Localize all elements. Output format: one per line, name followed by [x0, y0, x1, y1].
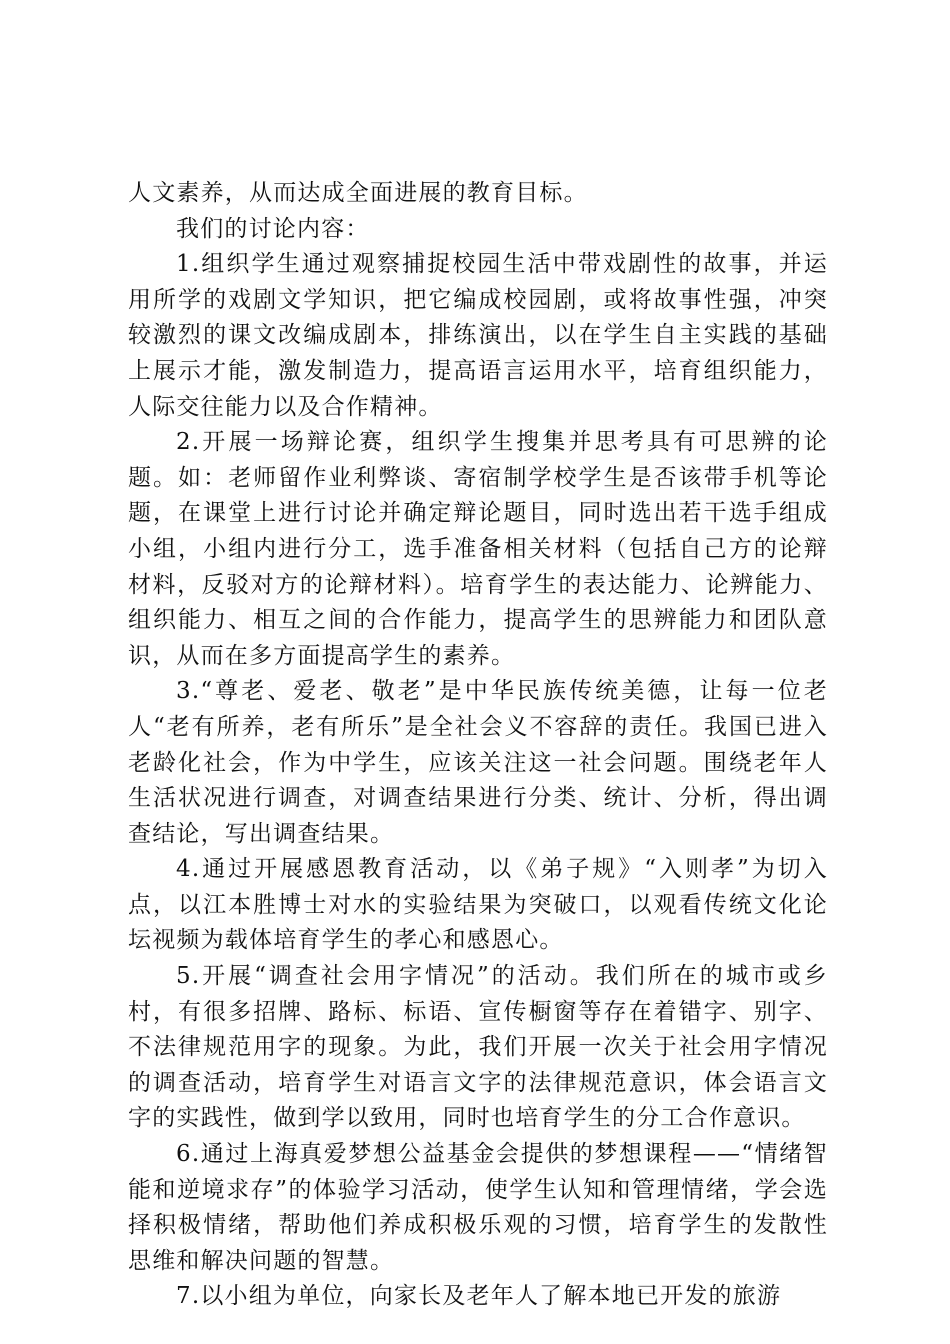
- paragraph-discussion-heading: 我们的讨论内容：: [176, 215, 370, 242]
- document-body: [128, 176, 828, 1315]
- paragraph-item-6: 6.通过上海真爱梦想公益基金会提供的梦想课程——“情绪智能和逆境求存”的体验学习活动，使学生认知和管理情绪，学会选择积极情绪，帮助他们养成积极乐观的习惯，培育学生的发散性思维和解决问题的智慧。: [128, 1141, 828, 1274]
- paragraph-item-7: 7.以小组为单位，向家长及老年人了解本地已开发的旅游: [176, 1283, 782, 1310]
- paragraph-item-1: 1.组织学生通过观察捕捉校园生活中带戏剧性的故事，并运用所学的戏剧文学知识，把它编成校园剧，或将故事性强，冲突较激烈的课文改编成剧本，排练演出，以在学生自主实践的基础上展示才能，激发制造力，提高语言运用水平，培育组织能力，人际交往能力以及合作精神。: [128, 251, 828, 420]
- paragraph-item-3: 3.“尊老、爱老、敬老”是中华民族传统美德，让每一位老人“老有所养，老有所乐”是全社会义不容辞的责任。我国已进入老龄化社会，作为中学生，应该关注这一社会问题。围绕老年人生活状况进行调查，对调查结果进行分类、统计、分析，得出调查结论，写出调查结果。: [128, 678, 828, 847]
- paragraph-intro-continuation: 人文素养，从而达成全面进展的教育目标。: [128, 180, 588, 206]
- paragraph-item-5: 5.开展“调查社会用字情况”的活动。我们所在的城市或乡村，有很多招牌、路标、标语、宣传橱窗等存在着错字、别字、不法律规范用字的现象。为此，我们开展一次关于社会用字情况的调查活动，培育学生对语言文字的法律规范意识，体会语言文字的实践性，做到学以致用，同时也培育学生的分工合作意识。: [128, 963, 828, 1132]
- paragraph-item-2: 2.开展一场辩论赛，组织学生搜集并思考具有可思辨的论题。如：老师留作业利弊谈、寄宿制学校学生是否该带手机等论题，在课堂上进行讨论并确定辩论题目，同时选出若干选手组成小组，小组内进行分工，选手准备相关材料（包括自己方的论辩材料，反驳对方的论辩材料）。培育学生的表达能力、论辨能力、组织能力、相互之间的合作能力，提高学生的思辨能力和团队意识，从而在多方面提高学生的素养。: [128, 429, 828, 669]
- paragraph-item-4: 4.通过开展感恩教育活动，以《弟子规》“入则孝”为切入点，以江本胜博士对水的实验结果为突破口，以观看传统文化论坛视频为载体培育学生的孝心和感恩心。: [128, 856, 828, 954]
